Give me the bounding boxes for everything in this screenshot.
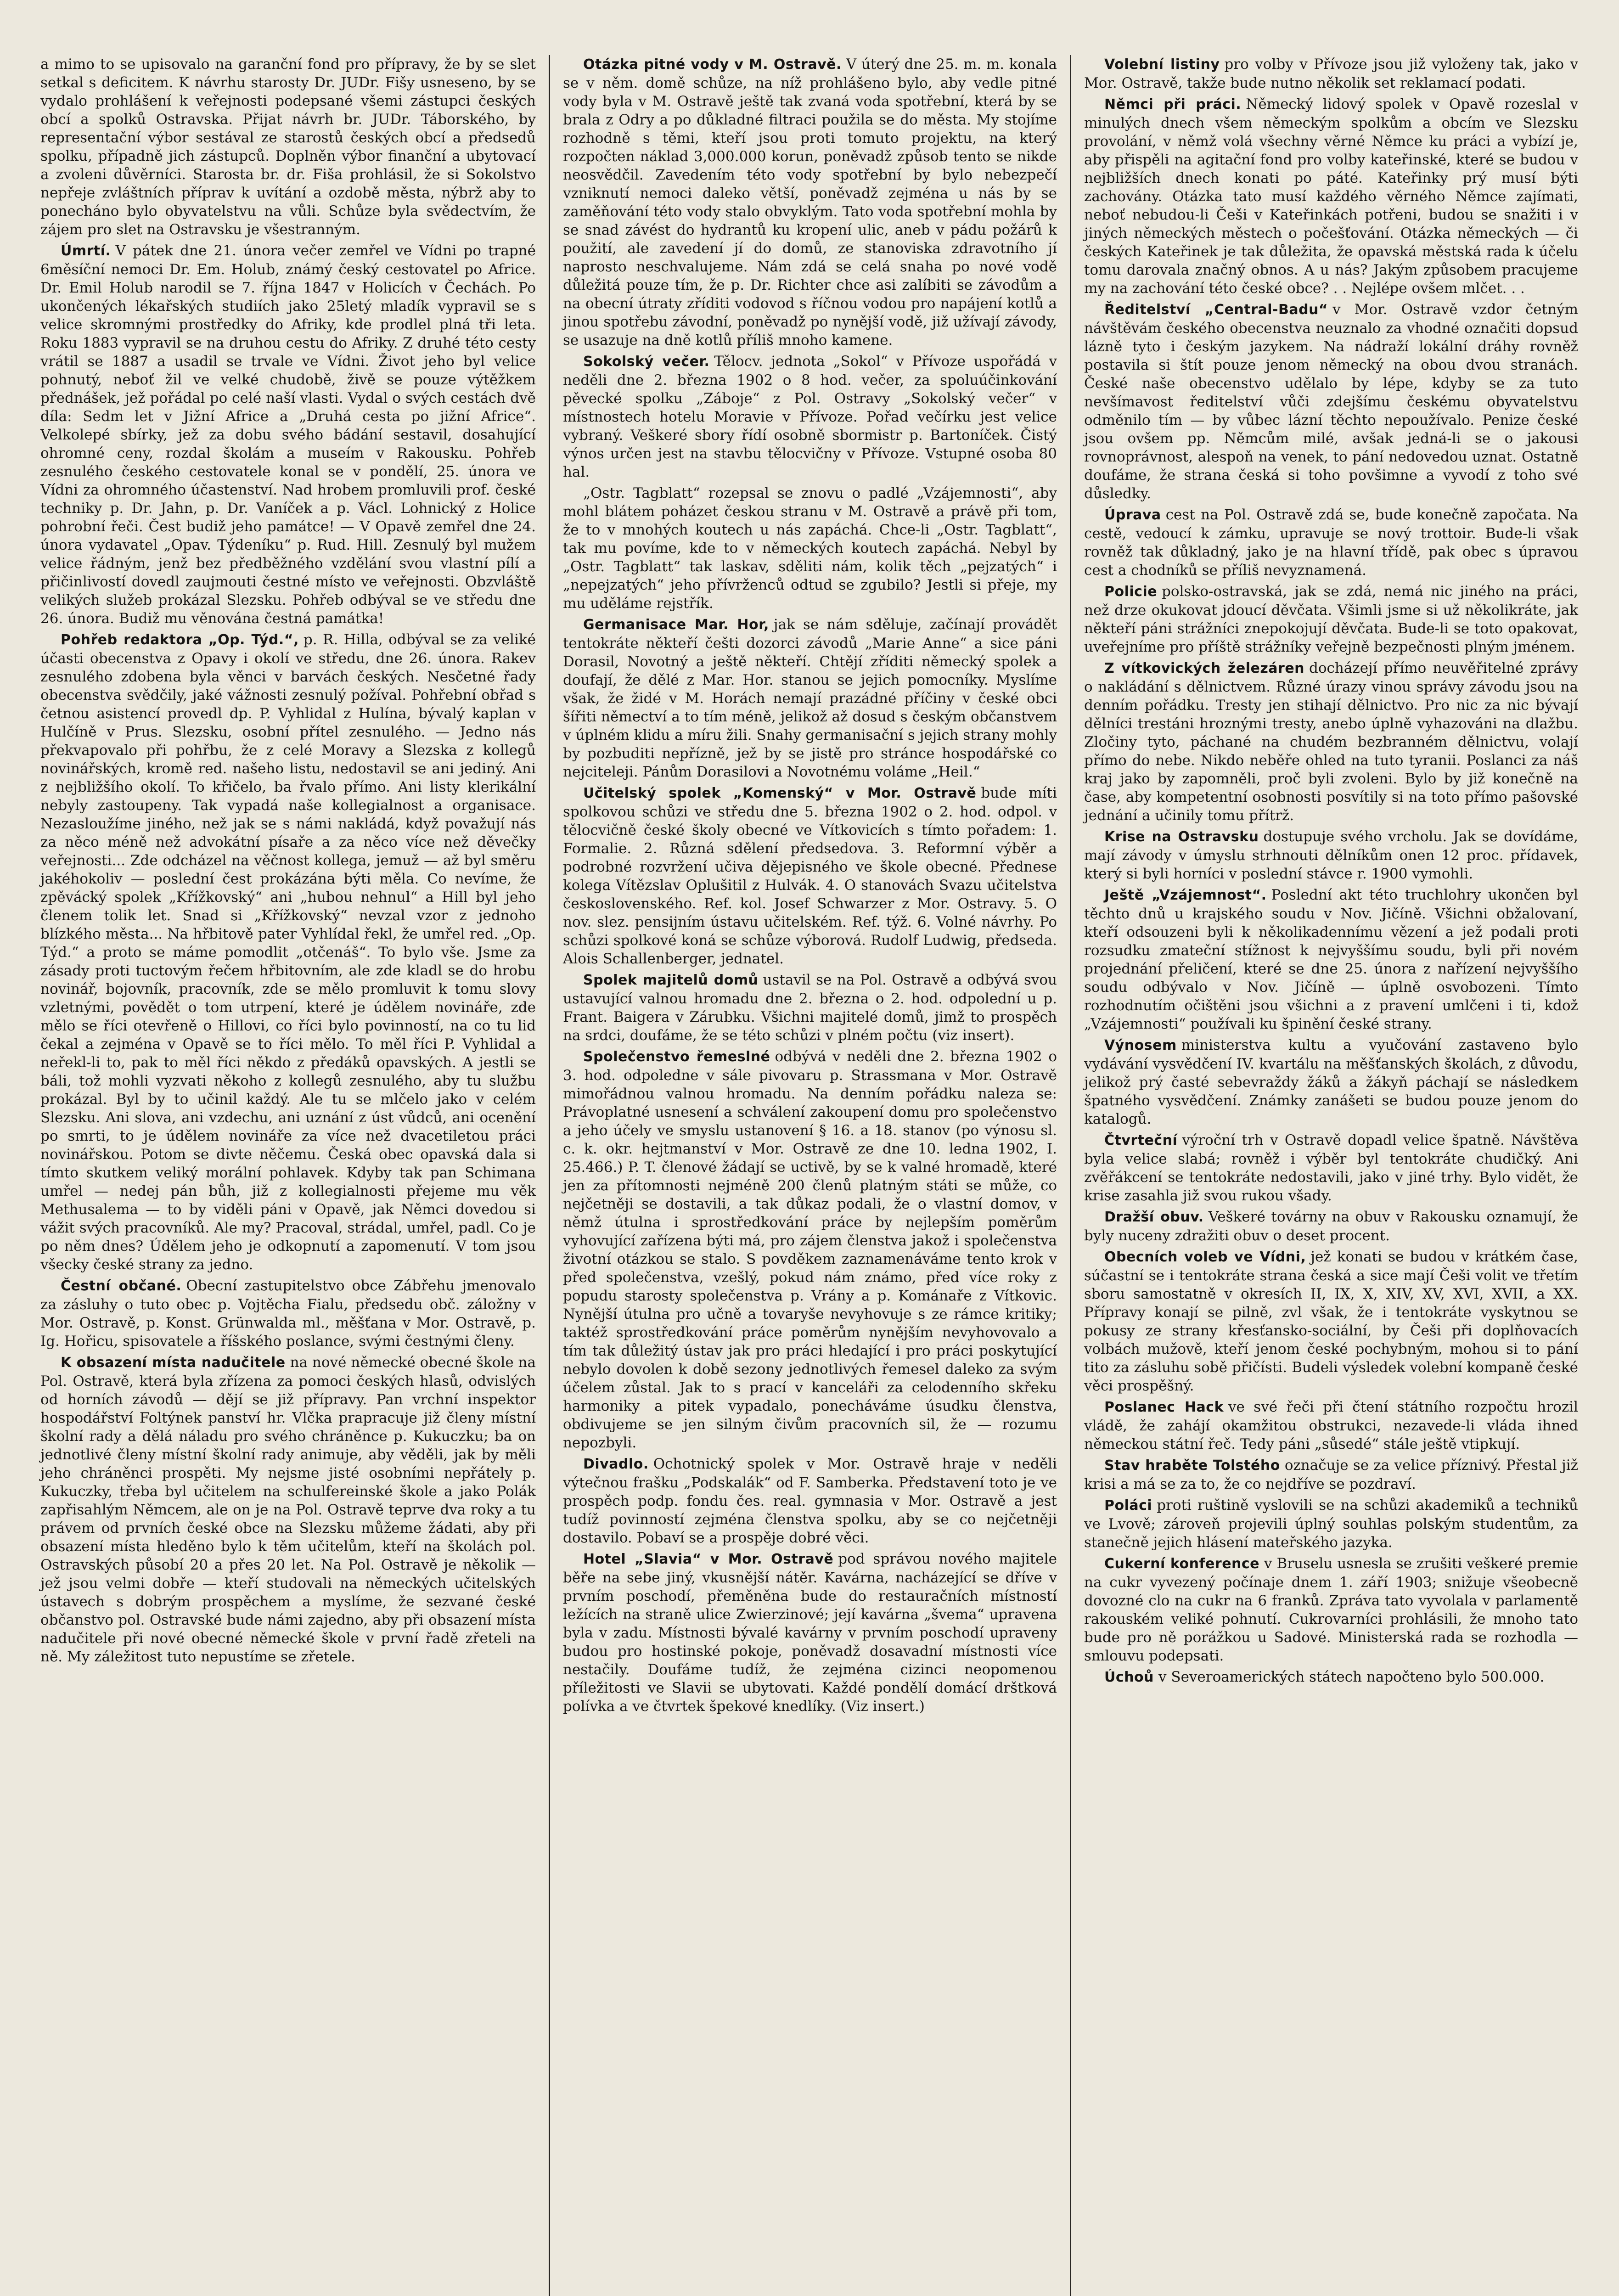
article bbox=[563, 784, 1057, 968]
article bbox=[1084, 1248, 1578, 1395]
article-text: na nové německé obecné škole na Pol. Ostravě, která byla zřízena za pomoci českých hlasů, odvislých od horních závodů — dějí se již přípravy. Pan vrchní inspektor hospodářství Foltýnek panství hr. Vlčka prapracuje již členy místní školní rady a dělá náladu pro svého chráněnce p. Kukuczku; ba on jednotlivé členy místní školní rady animuje, aby věděli, jak by měli jeho chráněnci prospěti. My nejsme jisté osobními nepřátely p. Kukuczky, třeba byl učitelem na schulfereinské škole a jako Polák zapřisahlým Němcem, ale on je na Pol. Ostravě teprve dva roky a tu právem od prvních české obce na Slezsku můžeme žádati, aby při obsazení místa hleděno bylo k těm učitelům, kteří na školách pol. Ostravských působí 20 a přes 20 let. Na Pol. Ostravě je několik — jež jsou velmi dobře — kteří studovali na německých učitelských ústavech s dobrým prospěchem a myslíme, že sezvané české občanstvo pol. Ostravské bude námi zajedno, aby při obsazení místa nadučitele při nové obecné německé škole v první řadě zřeteli na ně. My záležitost tuto nepustíme se zřetele. bbox=[40, 1354, 536, 1665]
article-text: cest na Pol. Ostravě zdá se, bude konečně započata. Na cestě, vedoucí k zámku, upravuje se nový trottoir. Bude-li však rovněž tak důkladný, jako je na hlavní třídě, pak obec s úpravou cest a chodníků se příliš nevyznamená. bbox=[1084, 506, 1578, 579]
article-heading: Němci při práci. bbox=[1104, 96, 1242, 113]
article bbox=[1084, 582, 1578, 656]
article-heading: Stav hraběte Tolstého bbox=[1104, 1458, 1280, 1474]
article bbox=[1084, 1131, 1578, 1205]
article bbox=[563, 615, 1057, 781]
article-text: p. R. Hilla, odbýval se za veliké účasti obecenstva z Opavy i okolí ve středu, dne 26. února. Rakev zesnulého zdobena byla věnci v barvách českých. Nesčetné řady obecenstva svědčily, jaké vážnosti zesnulý požíval. Pohřební obřad s četnou asistencí provedl dp. P. Vyhlidal z Hulína, bývalý kaplan v Hulčíně v Prus. Slezsku, osobní přítel zesnulého. — Jedno nás překvapovalo při pohřbu, že z celé Moravy a Slezska z kollegů novinářských, kromě red. našeho listu, nedostavil se ani jediný. Ani z nejbližšího okolí. To křičelo, ba řvalo přímo. Ani listy klerikální nebyly zastoupeny. Tak vypadá naše kollegialnost a organisace. Nezasloužíme jiného, než jak se s námi nakládá, když považují nás za něco méně než advokátní písaře a za něco více než děvečky veřejnosti... Zde odcházel na věčnost kollega, jemuž — až byl směru jakéhokoliv — poslední čest prokázána býti měla. Co nevíme, že zpěvácký spolek „Křížkovský“ ani „hubou nehnul“ a Hill byl jeho členem tolik let. Snad si „Křížkovský“ nevzal vzor z jednoho blízkého města... Na hřbitově pater Vyhlídal řekl, že umřel red. „Op. Týd.“ a proto se máme pomodlit „otčenáš“. To bylo vše. Jsme za zásady proti tuctovým řečem hřbitovním, ale zde kladl se do hrobu novinář, bojovník, pracovník, zde se mělo promluvit k tomu slovy vzletnými, povědět o tom utrpení, které je údělem novináře, zde mělo se říci otevřeně o Hillovi, co říci bylo povinností, na co tu lid čekal a zejména v Opavě se to říci mělo. To měl říci P. Vyhlidal a neřekl-li to, pak to měl říci někdo z předáků opavských. A jestli se báli, tož mohli vyzvati někoho z kollegů zesnulého, aby tu službu prokázal. Byl by to učinil každý. Ale tu se mlčelo jako v celém Slezsku. Ani slova, ani vzdechu, ani uznání z úst vůdců, ani ocenění po smrti, to je údělem novináře za více než dvacetiletou práci novinářskou. Potom se divte něčemu. Česká obec opavská dala si tímto skutkem veliký morální pohlavek. Kdyby tak pan Schimana umřel — nedej pán bůh, již z kollegialnosti přejeme mu věk Methusalema — to by viděli páni v Opavě, jak Němci dovedou si vážit svých pracovníků. Ale my? Pracoval, strádal, umřel, padl. Co je po něm dnes? Údělem jeho je odkopnutí a zapomenutí. V tom jsou všecky české strany za jedno. bbox=[40, 631, 536, 1273]
article-heading: Sokolský večer. bbox=[583, 354, 710, 370]
article bbox=[1084, 1456, 1578, 1493]
article bbox=[1084, 506, 1578, 580]
article-text: v Bruselu usnesla se zrušiti veškeré premie na cukr vyvezený počínaje dnem 1. září 1903; snižuje všeobecně dovozné clo na cukr na 6 franků. Zpráva tato vyvolala v parlamentě rakouském veliké pohnutí. Cukrovarníci prohlásili, že mnoho tato bude pro ně porážkou u Sadové. Ministerská rada se rozhodla — smlouvu podepsati. bbox=[1084, 1555, 1578, 1664]
article-heading: Výnosem bbox=[1104, 1037, 1177, 1053]
article-text: pro volby v Přívoze jsou již vyloženy tak, jako v Mor. Ostravě, takže bude nutno několik set reklamací podati. bbox=[1084, 56, 1579, 91]
article-text: výroční trh v Ostravě dopadl velice špatně. Návštěva byla velice slabá; rovněž i výběr byl tentokráte chudičký. Ani zvěřákcení se tentokráte nedostavili, jako v jiné trhy. Bylo vidět, že krise zasahla již svou rukou všady. bbox=[1084, 1132, 1578, 1204]
article-text: a mimo to se upisovalo na garanční fond pro přípravy, že by se slet setkal s deficitem. K návrhu starosty Dr. JUDr. Fišy usneseno, by se vydalo prohlášení k veřejnosti podepsané všemi zástupci českých obcí a spolků Ostravska. Přijat návrh br. JUDr. Táborského, by representační výbor sestával ze starostů českých obcí a předsedů spolku, případně jich zástupců. Doplněn výbor finanční a ubytovací a zvoleni důvěrníci. Starosta br. dr. Fiša prohlásil, že si Sokolstvo nepřeje zvláštních příprav k uvítání a ozdobě města, nýbrž aby to ponecháno bylo obyvatelstvu na vůli. Schůze byla svědectvím, že zájem pro slet na Ostravsku je všestranným. bbox=[40, 56, 536, 238]
article bbox=[563, 1455, 1057, 1547]
article bbox=[1084, 1036, 1578, 1128]
article bbox=[563, 1550, 1057, 1716]
article-text: Německý lidový spolek v Opavě rozeslal v minulých dnech všem německým spolkům a obcím ve Slezsku provolání, v němž volá všechny věrné Němce ku práci a vybízí je, aby přispěli na agitační fond pro volby kateřinské, které se budou v nejbližších dnech konati po páté. Kateřinky prý musí býti zachovány. Otázka tato musí každého věrného Němce zajímati, neboť nebudou-li Češi v Kateřinkách potřeni, budou se snažiti i v jiných německých městech o počešťování. Otázka německých — či českých Kateřinek je tak důležita, že opavská městská rada k účelu tomu darovala značný obnos. A u nás? Jakým způsobem pracujeme my na zachování této české obce? . . Nejlépe ovšem mlčet. . . bbox=[1084, 96, 1579, 297]
article-text: Ochotnický spolek v Mor. Ostravě hraje v neděli výtečnou frašku „Podskalák“ od F. Samberka. Představení toto je ve prospěch podp. fondu čes. real. gymnasia v Mor. Ostravě a jest tudíž povinností zejména členstva spolku, aby se co nejčetněji dostavilo. Pobaví se a prospěje dobré věci. bbox=[563, 1456, 1057, 1546]
article-heading: Hotel „Slavia“ v Mor. Ostravě bbox=[583, 1551, 834, 1567]
article bbox=[1084, 1668, 1578, 1687]
column-1 bbox=[28, 55, 549, 2296]
article bbox=[563, 971, 1057, 1045]
article bbox=[1084, 886, 1578, 1033]
article-text: pod správou nového majitele běře na sebe jiný, vkusnější nátěr. Kavárna, nacházející se dříve v prvním poschodí, přeměněna bude do restauračních místností ležících na straně ulice Zwierzinové; její kavárna „švema“ upravena byla v zadu. Místnosti bývalé kavárny v prvním poschodí upraveny budou pro hostinské pokoje, poněvadž dosavadní místnosti více nestačily. Doufáme tudíž, že zejména cizinci neopomenou příležitosti ve Slavii se ubytovati. Každé pondělí domácí drštková polívka a ve čtvrtek špekové knedlíky. (Viz insert.) bbox=[563, 1551, 1057, 1715]
column-3 bbox=[1070, 55, 1591, 2296]
article-heading: Čestní občané. bbox=[61, 1278, 182, 1294]
article-text: V pátek dne 21. února večer zemřel ve Vídni po trapné 6měsíční nemoci Dr. Em. Holub, známý český cestovatel po Africe. Dr. Emil Holub narodil se 7. října 1847 v Holicích v Čechách. Po ukončených lékařských studiích jako 25letý mladík vypravil se s velice skromnými prostředky do Afriky, kde prodlel plná tři leta. Roku 1883 vypravil se na druhou cestu do Afriky. Z druhé této cesty vrátil se 1887 a usadil se trvale ve Vídni. Život jeho byl velice pohnutý, neboť žil ve velké chudobě, živě se pouze výtěžkem přednášek, jež pořádal po celé naší vlasti. Vydal o svých cestách dvě díla: Sedm let v Jižní Africe a „Druhá cesta po jižní Africe“. Velkolepé sbírky, jež za dobu svého bádání sestavil, dosahující ohromné ceny, rozdal školám a museím v Rakousku. Pohřeb zesnulého českého cestovatele konal se v pondělí, 25. února ve Vídni za ohromného účastenství. Nad hrobem promluvili prof. české techniky p. Dr. Jahn, p. Dr. Vaníček a p. Václ. Lohnický z Holice pohrobní řeči. Čest budiž jeho památce! — V Opavě zemřel dne 24. února vydavatel „Opav. Týdeníku“ p. Rud. Hill. Zesnulý byl mužem velice řádným, jenž bez předběžného vzdělání svou vlastní pílí a přičinlivostí dovedl zaujmouti čestné místo ve veřejnosti. Obzvláště velikých služeb prokázal Slezsku. Pohřeb odbýval se ve středu dne 26. února. Budiž mu věnována čestná památka! bbox=[40, 242, 536, 627]
article-heading: Úmrtí. bbox=[61, 243, 111, 259]
article bbox=[1084, 659, 1578, 825]
article-heading: K obsazení místa nadučitele bbox=[61, 1355, 286, 1371]
article-text: polsko-ostravská, jak se zdá, nemá nic jiného na práci, než drze okukovat jdoucí děvčata. Všimli jsme si už několikráte, jak někteří páni strážníci znepokojují děvčata. Bude-li se toto opakovat, uveřejníme pro příště strážníky veřejně bezpečnosti plným jménem. bbox=[1084, 583, 1578, 655]
article-heading: Krise na Ostravsku bbox=[1104, 829, 1259, 845]
article-heading: Germanisace Mar. Hor, bbox=[583, 617, 769, 633]
article-text: Tělocv. jednota „Sokol“ v Přívoze uspořádá v neděli dne 2. března 1902 o 8 hod. večer, za spoluúčinkování pěvecké spolku „Záboje“ z Pol. Ostravy „Sokolský večer“ v místnostech hotelu Moravie v Přívoze. Pořad večírku jest velice vybraný. Veškeré sbory řídí osobně sbormistr p. Bartoníček. Čistý výnos určen jest na stavbu tělocvičny v Přívoze. Vstupné osoba 80 hal. bbox=[563, 353, 1057, 480]
article bbox=[1084, 1208, 1578, 1245]
article bbox=[1084, 1398, 1578, 1453]
article-heading: Cukerní konference bbox=[1104, 1556, 1260, 1572]
article bbox=[1084, 55, 1578, 92]
article-text: jak se nám sděluje, začínají provádět tentokráte někteří češti dozorci závodů „Marie Anne“ a sice páni Dorasil, Novotný a ještě někteří. Chtějí zříditi německý spolek a doufají, že dělé z Mar. Hor. stanou se jejich pomocníky. Myslíme však, že židé v M. Horách nemají prazádné příčiny v české obci šířiti němectví a to tím méně, jelikož až dosud s českým občanstvem v úplném klidu a míru žili. Snahy germanisační s jejich strany mohly by pozbuditi nepřízně, jež by se jistě pro stránce hospodářské co nejciteleji. Pánům Dorasilovi a Novotnému voláme „Heil.“ bbox=[563, 616, 1057, 780]
article-heading: Z vítkovických železáren bbox=[1104, 660, 1305, 676]
article-text: dostupuje svého vrcholu. Jak se dovídáme, mají závody v úmyslu strhnouti dělníkům onen 12 proc. přídavek, který si byli horníci v poslední stávce r. 1900 vymohli. bbox=[1084, 828, 1578, 882]
article-heading: Otázka pitné vody v M. Ostravě. bbox=[583, 56, 842, 73]
article-text: v Severoamerických státech napočteno bylo 500.000. bbox=[1158, 1669, 1545, 1685]
article bbox=[1084, 1554, 1578, 1665]
article-text: ustavil se na Pol. Ostravě a odbývá svou ustavující valnou hromadu dne 2. března o 2. hod. odpolední u p. Frant. Baigera v Zárubku. Všichni majitelé domů, jimž to prospěch na srdci, doufáme, že se této schůzi v plném počtu (viz insert). bbox=[563, 972, 1057, 1044]
column-2 bbox=[549, 55, 1070, 2296]
article-heading: Volební listiny bbox=[1104, 56, 1220, 73]
article-text: „Ostr. Tagblatt“ rozepsal se znovu o padlé „Vzájemnosti“, aby mohl blátem poházet českou stranu v M. Ostravě a právě při tom, že to v mnohých koutech u nás zapáchá. Chce-li „Ostr. Tagblatt“, tak mu povíme, kde to v německých koutech zapáchá. Nebyl by „Ostr. Tagblatt“ tak laskav, sděliti nám, kolik těch „pejzatých“ i „nepejzatých“ jeho přívrženců odtud se zgubilo? Jestli si přeje, my mu uděláme rejstřík. bbox=[563, 485, 1057, 612]
article bbox=[563, 1047, 1057, 1452]
article-heading: Poslanec Hack bbox=[1104, 1399, 1224, 1415]
article-heading: Učitelský spolek „Komenský“ v Mor. Ostravě bbox=[583, 785, 977, 801]
article-heading: Pohřeb redaktora „Op. Týd.“, bbox=[61, 632, 299, 648]
article bbox=[40, 1353, 536, 1666]
article-heading: Divadlo. bbox=[583, 1456, 649, 1472]
newspaper-page bbox=[28, 55, 1591, 2296]
article-heading: Spolek majitelů domů bbox=[583, 972, 759, 988]
article bbox=[40, 55, 536, 239]
article-heading: Ředitelství „Central-Badu“ bbox=[1104, 302, 1328, 318]
article bbox=[1084, 1496, 1578, 1552]
article-text: odbývá v neděli dne 2. března 1902 o 3. hod. odpoledne v sále pivovaru p. Strassmana v Mor. Ostravě mimořádnou valnou hromadu. Na denním pořádku naleza se: Právoplatné usnesení a schválení zakoupení domu pro společenstvo a jeho účely ve smyslu ustanovení § 16. a 18. stanov (po výnosu sl. c. k. okr. hejtmanství v Mor. Ostravě ze dne 10. ledna 1902, I. 25.466.) P. T. členové žádají se uctivě, by se k valné hromadě, které jen za přítomnosti nejméně 200 členů platným státi se může, co nejčetněji se dostavili, a tak důkaz podali, že o vlastní domov, v němž útulna i sprostředkování práce by nejlepším poměrům vyhovující zařízena býti má, pro zájem členstva jakož i společenstva životní otázkou se stalo. S povděkem zaznamenáváme tento krok v před společenstva, vzešlý, pokud nám známo, před více roky z popudu starosty společenstva p. Vrány a p. Kománaře z Vítkovic. Nynější útulna pro učně a tovaryše nevyhovuje s ze rámce kritiky; taktéž sprostředkování práce poměrům nynějším nevyhovovalo a tím tak důležitý ústav jak pro práci hledající i pro práci poskytující nebylo dovolen k době sezony jednotlivých řemesel daleko za svým účelem zůstal. Jak to s prací v kanceláři za celodenního skřeku harmoniky a pitek vypadalo, ponecháváme úsudku členstva, obdivujeme se jen silným čivům pracovních sil, že — rozumu nepozbyli. bbox=[563, 1048, 1057, 1451]
article-heading: Obecních voleb ve Vídni, bbox=[1104, 1249, 1306, 1265]
article-text: ve své řeči při čtení státního rozpočtu hrozil vládě, že zahájí okamžitou obstrukci, nezavede-li vláda ihned německou státní řeč. Tedy páni „sůsedé“ stále ještě vtipkují. bbox=[1084, 1399, 1579, 1452]
article bbox=[40, 1277, 536, 1351]
article bbox=[1084, 300, 1578, 503]
article-heading: Čtvrteční bbox=[1104, 1132, 1178, 1148]
article-heading: Dražší obuv. bbox=[1104, 1209, 1204, 1225]
article-heading: Úprava bbox=[1104, 507, 1161, 523]
article bbox=[563, 352, 1057, 481]
article-text: docházejí přímo neuvěřitelné zprávy o nakládání s dělnictvem. Různé úrazy vinou správy závodu jsou na denním pořádku. Tresty jen stihají dělnictvo. Pro nic za nic bývají dělníci trestáni hroznými tresty, anebo úplně vyhazováni na dlažbu. Zločiny tyto, páchané na chudém bezbranném dělnictvu, volají přímo do nebe. Nikdo neběře ohled na tuto tyranii. Poslanci za náš kraj jako by zapomněli, proč byli zvoleni. Bylo by již konečně na čase, aby kompetentní osobnosti posvítily si na toto přímo pašovské jednání a učinily tomu přítrž. bbox=[1084, 660, 1578, 824]
article-text: Veškeré továrny na obuv v Rakousku oznamují, že byly nuceny zdražiti obuv o deset procent. bbox=[1084, 1209, 1579, 1244]
article-text: Poslední akt této truchlohry ukončen byl těchto dnů u krajského soudu v Nov. Jičíně. Všichni obžalovaní, kteří odsouzeni byli k několikadennímu vězení a jež podali proti rozsudku zmateční stížnost k nejvyššímu soudu, byli při novém projednání přeličení, které se dne 25. února z nařízení nejvyššího soudu odbývalo v Nov. Jičíně — úplně osvobozeni. Tímto rozhodnutím očištěni jsou všichni a z pravení umlčeni i ti, kdož „Vzájemnosti“ používali ku špinění české strany. bbox=[1084, 887, 1578, 1032]
article-text: v Mor. Ostravě vzdor četným návštěvám českého obecenstva neuznalo za vhodné označiti dopsud lázně tyto i českým jazykem. Na nádraží lokální dráhy rovněž postavila si štít pouze jenom německý na obou dvou stranách. České naše obecenstvo udělalo by lépe, kdyby se za tuto nevšímavost ředitelství vůči zdejšímu českému obyvatelstvu odměnilo tím — by vůbec lázní těchto nepoužívalo. Penize české jsou ovšem pp. Němcům milé, avšak jedná-li se o jakousi rovnoprávnost, alespoň na venek, to pání nedovedou uznat. Ostatně doufáme, že strana česká si toho povšimne a vyvodí z toho své důsledky. bbox=[1084, 301, 1578, 502]
article-text: označuje se za velice příznivý. Přestal již krisi a má se za to, že co nejdříve se pozdraví. bbox=[1084, 1457, 1578, 1492]
article-heading: Ještě „Vzájemnost“. bbox=[1104, 887, 1267, 903]
article-text: V úterý dne 25. m. m. konala se v něm. domě schůze, na níž prohlášeno bylo, aby vedle pitné vody byla v M. Ostravě ještě tak zvaná voda spotřební, která by se brala z Odry a po důkladné filtraci použila se do města. My stojíme rozhodně s těmi, kteří jsou proti tomuto projektu, na který rozpočten náklad 3,000.000 korun, poněvadž způsob tento se nikde neosvědčil. Zavedením této vody spotřební by bylo nebezpečí vzniknutí nemoci daleko větší, poněvadž zejména u nás by se zaměňování této vody stalo obvyklým. Tato voda spotřební mohla by se snad závést do hydrantů ku kropení ulic, aneb v pádu požárů k použití, ale zavedení jí do domů, ze stanoviska zdravotního jí naprosto neschvalujeme. Nám zdá se celá snaha po nové vodě důležitá pouze tím, že p. Dr. Richter chce asi zalíbiti se závodům a na obecní útraty zříditi vodovod s říčnou vodou pro napájení kotlů a jinou spotřebu závodní, poněvadž po nynější vodě, již užívají závody, se usazuje na dně kotlů příliš mnoho kamene. bbox=[563, 56, 1057, 349]
article-heading: Úchoů bbox=[1104, 1669, 1154, 1685]
article-text: Obecní zastupitelstvo obce Zábřehu jmenovalo za zásluhy o tuto obec p. Vojtěcha Fialu, předsedu obč. záložny v Mor. Ostravě, p. Konst. Grünwalda ml., měšťana v Mor. Ostravě, p. Ig. Hořicu, spisovatele a říšského poslance, svými čestnými členy. bbox=[40, 1277, 536, 1350]
article-text: proti ruštině vyslovili se na schůzi akademiků a techniků ve Lvově; zároveň projevili úplný souhlas polským studentům, za stanečně jejich hlásení mateřského jazyka. bbox=[1084, 1497, 1578, 1551]
article bbox=[40, 242, 536, 628]
article-text: jež konati se budou v krátkém čase, súčastní se i tentokráte strana česká a sice mají Češi volit ve třetím sboru samostatně v okresích II, IX, X, XIV, XV, XVI, XVII, a XX. Přípravy konají se pilně, zvl však, že i tentokráte vyskytnou se pokusy ze strany křesťansko-sociální, by Češi při doplňovacích volbách mužově, kteří jenom české pochybným, mohou si to pání tito za zásluhu sobě přičísti. Budeli výsledek volební kompaně české věci prospěšný. bbox=[1084, 1249, 1578, 1394]
article bbox=[40, 630, 536, 1274]
article bbox=[1084, 95, 1578, 298]
article-heading: Poláci bbox=[1104, 1497, 1152, 1514]
article-text: bude míti spolkovou schůzi ve středu dne 5. března 1902 o 2. hod. odpol. v tělocvičně české školy obecné ve Vítkovicích s tímto pořadem: 1. Formalie. 2. Různá sdělení předsedova. 3. Reformní výběr a podrobné rozvržení učiva dějepisného ve škole obecné. Přednese kolega Vítězslav Oplušitil z Hulvák. 4. O stanovách Svazu učitelstva československého. Ref. kol. Josef Schwarzer z Mor. Ostravy. 5. O nov. slez. pensijním ústavu učitelském. Ref. týž. 6. Volné návrhy. Po schůzi spolkové koná se schůze výborová. Rudolf Ludwig, předseda. Alois Schallenberger, jednatel. bbox=[563, 785, 1057, 967]
article-text: ministerstva kultu a vyučování zastaveno bylo vydávání vysvědčení IV. kvartálu na měšťanských školách, z důvodu, jelikož prý časté sebevraždy žáků a žákyň páchají se následkem špatného vysvědčení. Známky zanášeti se budou pouze jenom do katalogů. bbox=[1084, 1037, 1578, 1127]
article bbox=[1084, 827, 1578, 883]
article bbox=[563, 484, 1057, 613]
article-heading: Společenstvo řemeslné bbox=[583, 1049, 770, 1065]
article bbox=[563, 55, 1057, 349]
article-heading: Policie bbox=[1104, 584, 1158, 600]
